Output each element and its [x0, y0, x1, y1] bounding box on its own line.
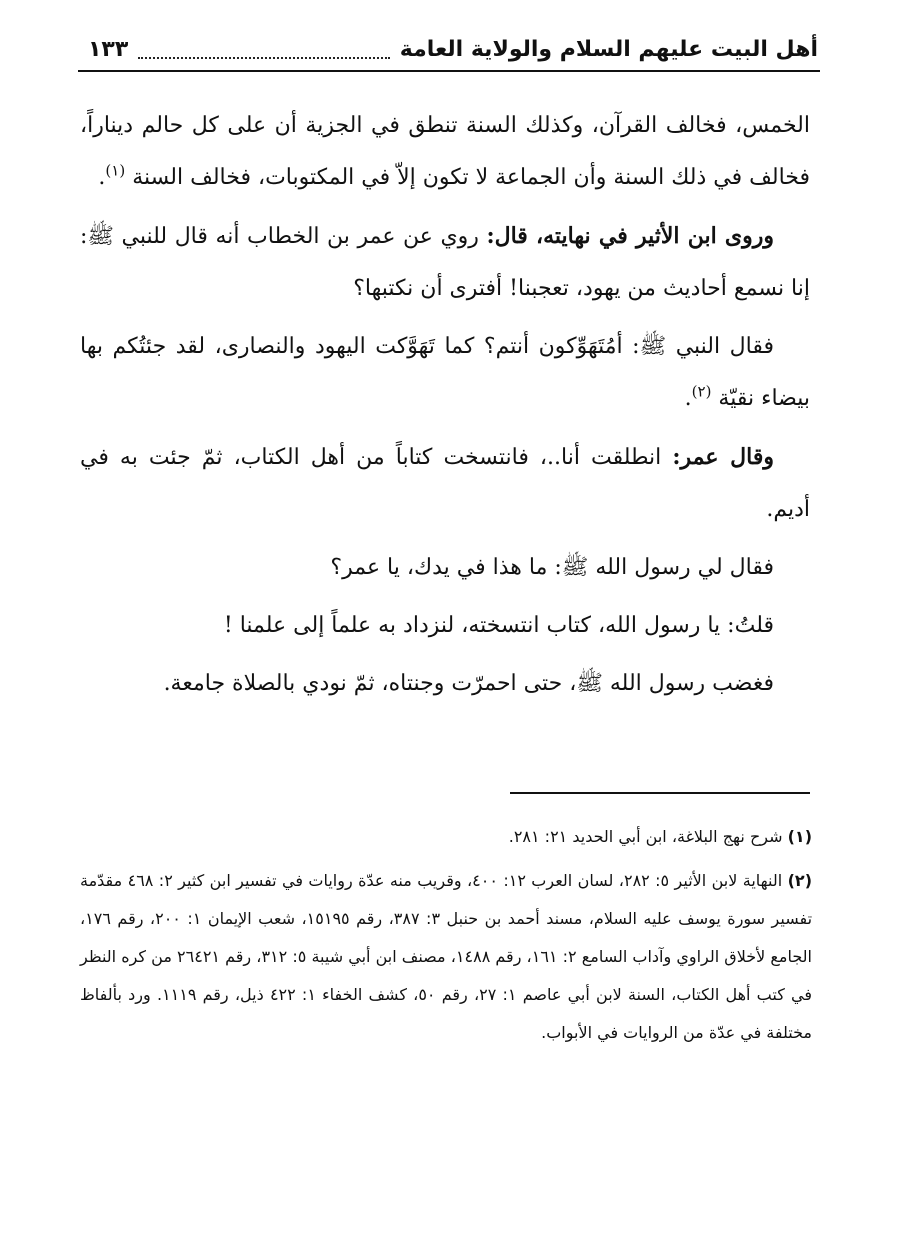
footnote-2-text: النهاية لابن الأثير ٥: ٢٨٢، لسان العرب ١٢: ٤٠٠، وقريب منه عدّة روايات في تفسير ابن كثير ٢: ٤٦٨ مقدّمة تفسير سورة يوسف عليه السلام، مسند أحمد بن حنبل ٣: ٣٨٧، رقم ١٥١٩٥، شعب الإيمان ١: ٢٠٠، رقم ١٧٦، الجامع لأخلاق الراوي وآداب السامع ٢: ١٦١، رقم ١٤٨٨، مصنف ابن أبي شيبة ٥: ٣١٢، رقم ٢٦٤٢١ من كره النظر في كتب أهل الكتاب، السنة لابن أبي عاصم ١: ٢٧، رقم ٥٠، كشف الخفاء ١: ٤٢٢ ذيل، رقم ١١١٩. ورد بألفاظ مختلفة في عدّة من الروايات في الأبواب. — [80, 871, 813, 1042]
footnote-2 — [80, 862, 812, 1052]
header-title: أهل البيت عليهم السلام والولاية العامة — [399, 37, 818, 62]
paragraph-5: فقال لي رسول الله ﷺ: ما هذا في يدك، يا عمر؟ — [330, 555, 774, 580]
paragraph-4: وقال عمر: انطلقت أنا..، فانتسخت كتاباً من أهل الكتاب، ثمّ جئت به في أديم. — [80, 444, 810, 522]
footnote-ref-2[interactable]: (٢) — [691, 382, 712, 401]
paragraph-1: الخمس، فخالف القرآن، وكذلك السنة تنطق في الجزية أن على كل حالم ديناراً، فخالف في ذلك السنة وأن الجماعة لا تكون إلاّ في المكتوبات، فخالف السنة $^{(١)}$. — [80, 113, 810, 190]
main-text — [80, 100, 810, 716]
footnote-2-number: (٢) — [787, 871, 812, 890]
footnote-separator — [510, 792, 810, 794]
paragraph-6: قلتُ: يا رسول الله، كتاب انتسخته، لنزداد به علماً إلى علمنا ! — [223, 613, 774, 638]
paragraph-2-lead: وروى ابن الأثير في نهايته، قال: — [486, 223, 775, 249]
header-leader-dots — [138, 56, 389, 59]
footnote-1-text: شرح نهج البلاغة، ابن أبي الحديد ٢١: ٢٨١. — [508, 827, 783, 846]
paragraph-2: وروى ابن الأثير في نهايته، قال: روي عن عمر بن الخطاب أنه قال للنبي ﷺ: إنا نسمع أحاديث من يهود، تعجبنا! أفترى أن نكتبها؟ — [80, 223, 810, 301]
footnote-1 — [80, 818, 812, 856]
page-number: ١٣٣ — [88, 37, 129, 62]
running-header — [88, 28, 818, 68]
paragraph-4-lead: وقال عمر: — [672, 444, 774, 470]
footnotes — [80, 818, 812, 1058]
paragraph-7: فغضب رسول الله ﷺ، حتى احمرّت وجنتاه، ثمّ نودي بالصلاة جامعة. — [163, 671, 774, 696]
footnote-ref-1[interactable]: (١) — [105, 161, 126, 180]
paragraph-3: فقال النبي ﷺ: أمُتَهَوِّكون أنتم؟ كما تَهَوَّكت اليهود والنصارى، لقد جئتُكم بها بيضاء نقيّة $^{(٢)}$. — [80, 334, 810, 411]
header-rule — [78, 70, 820, 72]
footnote-1-number: (١) — [787, 827, 812, 846]
